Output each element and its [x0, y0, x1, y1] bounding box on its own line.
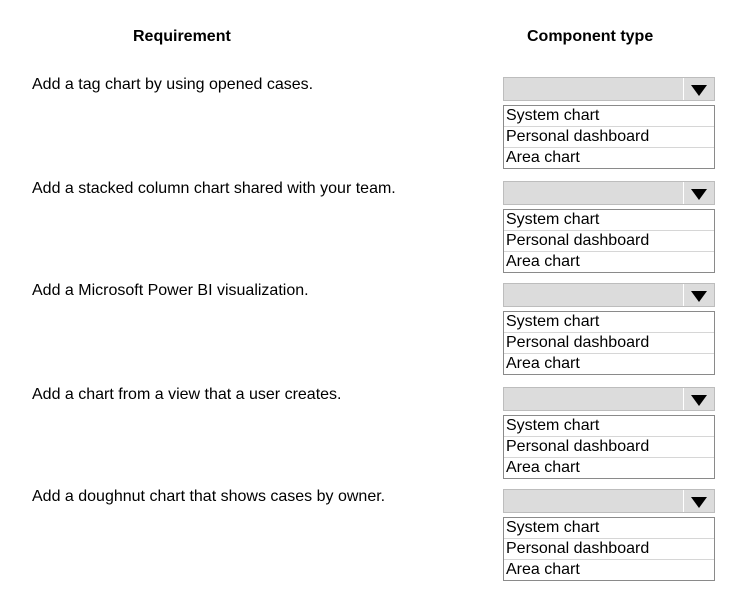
dropdown-options-list [503, 209, 715, 273]
requirement-text: Add a stacked column chart shared with your team. [32, 180, 396, 197]
option-system-chart[interactable]: System chart [504, 518, 714, 539]
option-personal-dashboard[interactable]: Personal dashboard [504, 231, 714, 252]
dropdown-toggle-button[interactable] [683, 490, 714, 512]
option-personal-dashboard[interactable]: Personal dashboard [504, 333, 714, 354]
component-type-column-header: Component type [527, 28, 654, 45]
component-type-dropdown[interactable] [503, 489, 715, 581]
option-system-chart[interactable]: System chart [504, 210, 714, 231]
dropdown-toggle-button[interactable] [683, 388, 714, 410]
dropdown-toggle-button[interactable] [683, 284, 714, 306]
dropdown-options-list [503, 415, 715, 479]
dropdown-toggle-button[interactable] [683, 182, 714, 204]
dropdown-select-box[interactable] [503, 181, 715, 205]
requirement-text: Add a tag chart by using opened cases. [32, 76, 314, 93]
component-type-dropdown[interactable] [503, 181, 715, 273]
requirement-column-header: Requirement [133, 28, 231, 45]
dropdown-options-list [503, 311, 715, 375]
caret-down-icon [691, 291, 707, 302]
option-area-chart[interactable]: Area chart [506, 355, 580, 372]
requirement-text: Add a chart from a view that a user creates. [32, 386, 342, 403]
dropdown-select-box[interactable] [503, 77, 715, 101]
option-area-chart[interactable]: Area chart [506, 561, 580, 578]
requirement-text: Add a doughnut chart that shows cases by owner. [32, 488, 386, 505]
component-type-dropdown[interactable] [503, 77, 715, 169]
dropdown-options-list [503, 517, 715, 581]
requirement-row-1 [0, 77, 730, 177]
option-system-chart[interactable]: System chart [504, 416, 714, 437]
option-personal-dashboard[interactable]: Personal dashboard [504, 539, 714, 560]
option-personal-dashboard[interactable]: Personal dashboard [504, 437, 714, 458]
option-area-chart[interactable]: Area chart [506, 459, 580, 476]
component-type-dropdown[interactable] [503, 283, 715, 375]
caret-down-icon [691, 497, 707, 508]
requirement-row-4 [0, 387, 730, 487]
option-area-chart[interactable]: Area chart [506, 149, 580, 166]
component-type-dropdown[interactable] [503, 387, 715, 479]
option-personal-dashboard[interactable]: Personal dashboard [504, 127, 714, 148]
dropdown-select-box[interactable] [503, 283, 715, 307]
requirement-row-3 [0, 283, 730, 383]
option-area-chart[interactable]: Area chart [506, 253, 580, 270]
dropdown-select-box[interactable] [503, 489, 715, 513]
dropdown-options-list [503, 105, 715, 169]
requirement-text: Add a Microsoft Power BI visualization. [32, 282, 309, 299]
caret-down-icon [691, 85, 707, 96]
requirement-row-2 [0, 181, 730, 281]
dropdown-toggle-button[interactable] [683, 78, 714, 100]
caret-down-icon [691, 189, 707, 200]
option-system-chart[interactable]: System chart [504, 312, 714, 333]
dropdown-select-box[interactable] [503, 387, 715, 411]
requirement-row-5 [0, 489, 730, 589]
caret-down-icon [691, 395, 707, 406]
option-system-chart[interactable]: System chart [504, 106, 714, 127]
